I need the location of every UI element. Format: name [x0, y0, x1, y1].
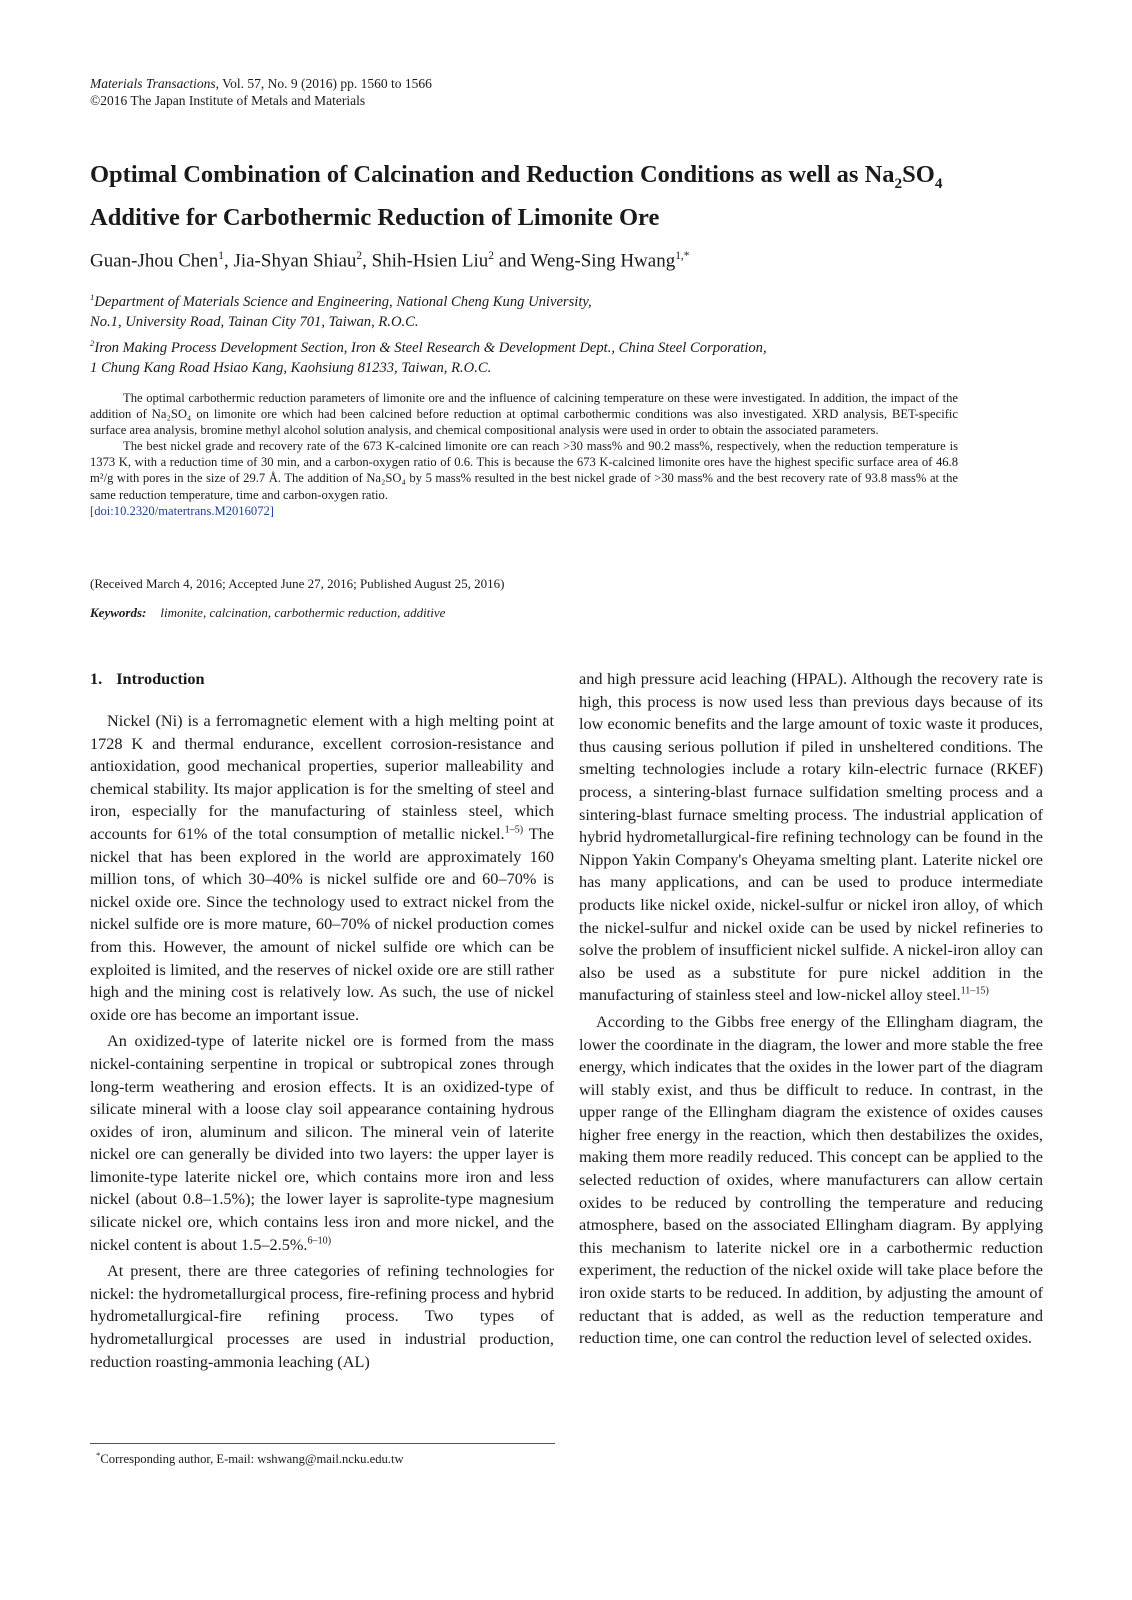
- body-paragraph: [90, 710, 554, 1026]
- journal-header: [90, 75, 432, 109]
- abstract-paragraph: The best nickel grade and recovery rate of the 673 K-calcined limonite ore can reach >30 mass% and 90.2 mass%, respectively, when the reduction temperature is 1373 K, with a reduction time of 30 min, and a carbon-oxygen ratio of 0.6. This is because the 673 K-calcined limonite ores have the highest specific surface area of 46.8 m²/g with pores in the size of 29.7 Å. The addition of Na₂SO₄ by 5 mass% resulted in the best nickel grade of >30 mass% and the best recovery rate of 93.8 mass% at the same reduction temperature, time and carbon-oxygen ratio.: [90, 439, 958, 502]
- affiliation-mark: 2: [90, 337, 95, 348]
- keywords: [90, 605, 445, 621]
- section-heading: [90, 668, 554, 690]
- author-list: [90, 244, 689, 273]
- affiliation-text: Department of Materials Science and Engineering, National Cheng Kung University,: [94, 293, 592, 310]
- footnote-text: Corresponding author, E-mail: wshwang@mail.ncku.edu.tw: [100, 1452, 404, 1467]
- body-text: and high pressure acid leaching (HPAL). Although the recovery rate is high, this process is now used less than previous days because of its low economic benefits and the large amount of toxic waste it produces, thus causing serious pollution if piled in unsheltered conditions. The smelting technologies include a rotary kiln-electric furnace (RKEF) process, a sintering-blast furnace sulfidation smelting process and a sintering-blast furnace smelting process. The industrial application of hybrid hydrometallurgical-fire refining technology can be found in the Nippon Yakin Company's Oheyama smelting plant. Laterite nickel ore has many applications, and can be used to produce intermediate products like nickel oxide, nickel-sulfur or nickel iron alloy, of which the nickel-sulfur and nickel oxide can be used by nickel refineries to solve the problem of insufficient nickel sulfide. A nickel-iron alloy can also be used as a substitute for pure nickel addition in the manufacturing of stainless steel and low-nickel alloy steel.: [579, 669, 1043, 1005]
- affiliation-line: No.1, University Road, Tainan City 701, Taiwan, R.O.C.: [90, 314, 419, 331]
- author-separator: ,: [362, 250, 372, 272]
- volume-pages: , Vol. 57, No. 9 (2016) pp. 1560 to 1566: [215, 76, 432, 91]
- author-separator: and: [493, 250, 531, 272]
- journal-citation: [90, 75, 432, 92]
- author-name: Guan-Jhou Chen: [90, 250, 219, 272]
- body-paragraph: According to the Gibbs free energy of the Ellingham diagram, the lower the coordinate in the diagram, the lower and more stable the free energy, which indicates that the oxides in the lower part of the diagram will stably exist, and thus be difficult to reduce. In contrast, in the upper range of the Ellingham diagram the existence of oxides causes higher free energy in the reaction, which then destabilizes the oxides, making them more readily reduced. This concept can be applied to the selected reduction of oxides, where manufacturers can allow certain oxides to be reduced by controlling the temperature and reducing atmosphere, based on the associated Ellingham diagram. By applying this mechanism to laterite nickel ore in a carbothermic reduction experiment, the reduction of the nickel oxide will take place before the iron oxide starts to be reduced. In addition, by adjusting the amount of reductant that is added, as well as the reduction temperature and reduction time, one can control the reduction level of selected oxides.: [579, 1011, 1043, 1348]
- affiliation-text: Iron Making Process Development Section, Iron & Steel Research & Development Dept., China Steel Corporation,: [94, 339, 767, 356]
- author-affil-mark: 2: [488, 250, 494, 262]
- citation-ref[interactable]: 1–5): [504, 824, 524, 836]
- journal-name: Materials Transactions: [90, 76, 216, 91]
- author-name: Weng-Sing Hwang: [530, 250, 676, 272]
- author-separator: ,: [223, 250, 234, 272]
- right-column: [579, 668, 1043, 1350]
- copyright: ©2016 The Japan Institute of Metals and Materials: [90, 93, 366, 108]
- section-number: 1.: [90, 669, 103, 688]
- affiliation-line: [90, 333, 1050, 358]
- received-dates: (Received March 4, 2016; Accepted June 27, 2016; Published August 25, 2016): [90, 576, 505, 591]
- body-text: An oxidized-type of laterite nickel ore is formed from the mass nickel-containing serpentine in tropical or subtropical zones through long-term weathering and erosion effects. It is an oxidized-type of silicate mineral with a loose clay soil appearance containing hydrous oxides of iron, aluminum and silicon. The mineral vein of laterite nickel ore can generally be divided into two layers: the upper layer is limonite-type laterite nickel ore, which contains more iron and less nickel (about 0.8–1.5%); the lower layer is saprolite-type magnesium silicate nickel ore, which contains less iron and more nickel, and the nickel content is about 1.5–2.5%.: [90, 1031, 554, 1254]
- title-text-2: SO: [902, 161, 935, 188]
- author-name: Shih-Hsien Liu: [371, 250, 489, 272]
- author-affil-mark: 1: [218, 250, 224, 262]
- citation-ref[interactable]: 6–10): [307, 1235, 332, 1247]
- affiliation-line: [90, 287, 1050, 312]
- keywords-list: limonite, calcination, carbothermic reduction, additive: [160, 605, 446, 620]
- keywords-label: Keywords:: [90, 605, 147, 620]
- title-subscript-1: 2: [894, 174, 903, 192]
- affiliation-line: 1 Chung Kang Road Hsiao Kang, Kaohsiung 81233, Taiwan, R.O.C.: [90, 360, 492, 377]
- body-text: The nickel that has been explored in the world are approximately 160 million tons, of which 30–40% is nickel sulfide ore and 60–70% is nickel oxide ore. Since the technology used to extract nickel from the nickel sulfide ore is more mature, 60–70% of nickel production comes from this. However, the amount of nickel sulfide ore which can be exploited is limited, and the reserves of nickel oxide ore are still rather high and the mining cost is relatively low. As such, the use of nickel oxide ore has become an important issue.: [90, 823, 555, 1024]
- doi-link[interactable]: [doi:10.2320/matertrans.M2016072]: [90, 503, 274, 518]
- abstract: [90, 390, 958, 519]
- affiliations: [90, 287, 1050, 379]
- footnote: [96, 1450, 404, 1467]
- author-affil-mark: 2: [356, 250, 363, 262]
- section-title: Introduction: [116, 669, 205, 688]
- left-column: [90, 668, 554, 1373]
- abstract-paragraph: The optimal carbothermic reduction parameters of limonite ore and the influence of calcining temperature on these were investigated. In addition, the impact of the addition of Na₂SO₄ on limonite ore which had been calcined before reduction at optimal carbothermic conditions was also investigated. XRD analysis, BET-specific surface area analysis, bromine methyl alcohol solution analysis, and chemical compositional analysis were used in order to obtain the associated parameters.: [90, 391, 958, 438]
- title-text-1: Optimal Combination of Calcination and Reduction Conditions as well as Na: [90, 161, 895, 188]
- title-text-3: Additive for Carbothermic Reduction of Limonite Ore: [90, 203, 660, 231]
- footnote-mark: *: [96, 1450, 101, 1460]
- footnote-rule: [90, 1443, 555, 1444]
- citation-ref[interactable]: 11–15): [960, 985, 989, 997]
- affiliation-mark: 1: [90, 292, 95, 302]
- author-affil-mark: 1,*: [675, 250, 690, 262]
- body-paragraph: [579, 668, 1043, 1007]
- body-paragraph: [90, 1030, 554, 1256]
- body-paragraph: At present, there are three categories of refining technologies for nickel: the hydrometallurgical process, fire-refining process and hybrid hydrometallurgical-fire refining process. Two types of hydrometallurgical processes are used in industrial production, reduction roasting-ammonia leaching (AL): [90, 1261, 554, 1371]
- body-text: Nickel (Ni) is a ferromagnetic element with a high melting point at 1728 K and thermal endurance, excellent corrosion-resistance and antioxidation, good mechanical properties, superior malleability and chemical stability. Its major application is for the smelting of steel and iron, especially for the manufacturing of stainless steel, which accounts for 61% of the total consumption of metallic nickel.: [90, 711, 554, 843]
- author-name: Jia-Shyan Shiau: [233, 250, 357, 272]
- paper-title: [90, 158, 1050, 235]
- title-subscript-2: 4: [934, 174, 943, 192]
